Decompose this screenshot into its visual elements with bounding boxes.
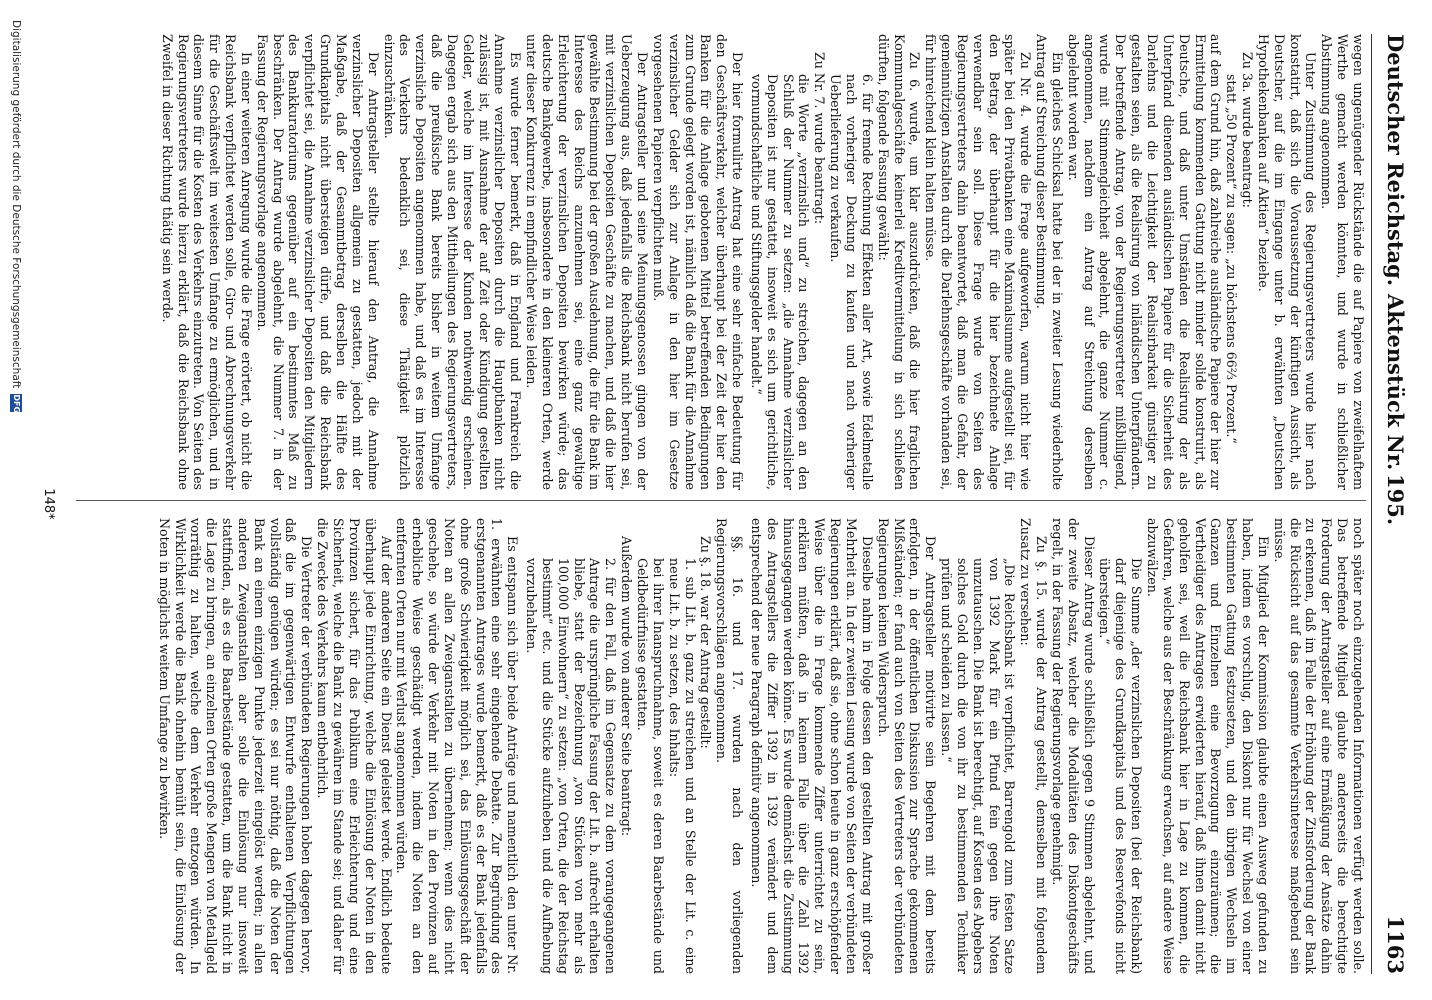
- header-document-label: Aktenstück Nr.: [1383, 294, 1408, 471]
- right-paragraph: Die Vertreter der verbündeten Regierungen hoben dagegen hervor, daß die im gegenwärtigen Entwurfe enthaltenen Verpflichtungen vollständig genügen würden; es sei nur nöthig, daß die Noten der Bank an einem einzigen Punkte jederzeit eingelöst werden; in allen anderen Zweiganstalten aber solle die Einlösung nur insoweit stattfinden, als es die Baarbestände gestatten, um die Bank nicht in die Lage zu bringen, an einzelnen Orten große Mengen von Metallgeld vorräthig zu halten, welche dem Verkehr entzogen würden. In Wirklichkeit werde die Bank ohnehin bemüht sein, die Einlösung der Noten in möglichst weitem Umfange zu bewirken.: [156, 518, 315, 974]
- right-paragraph: Zu §. 15. wurde der Antrag gestellt, demselben mit folgendem Zusatz zu versehen:: [1018, 518, 1050, 974]
- digitization-credit: [8, 20, 24, 960]
- left-paragraph: Zu 6. wurde, um klar auszudrücken, daß die hier fraglichen Kommunalgeschäfte keinerlei Kreditvermittelung in sich schließen dürften, folgende Fassung gewählt:: [875, 34, 923, 490]
- left-paragraph: Zu Nr. 4. wurde die Frage aufgeworfen, warum nicht hier wie später bei den Privatbanken eine Maximalsumme aufgestellt sei, für den Betrag, der überhaupt für die hier bezeichnete Anlage verwendbar sein soll. Diese Frage wurde von Seiten des Regierungsvertreters dahin beantwortet, daß man die Gefahr, der gemeinnützigen Anstalten durch die Darlehnsgeschäfte vorhanden sei, für hinreichend klein halten müsse.: [923, 34, 1034, 490]
- left-paragraph: Der hier formulirte Antrag hat eine sehr einfache Bedeutung für den Geschäftsverkehr, welcher überhaupt bei der Zeit der hier den Banken für die Anlage gebotenen Mittel betreffenden Bedingungen zum Grunde gelegt worden ist, nämlich daß die Bank für die Annahme verzinslicher Gelder sich zur Anlage in den hier im Gesetze vorgesehenen Papieren verpflichten muß.: [650, 34, 746, 490]
- right-paragraph: Es entspann sich über beide Anträge und namentlich den unter Nr. 1. erwähnten eine sehr eingehende Debatte. Zur Begründung des erstgenannten Antrages wurde bemerkt, daß es der Bank jedenfalls ohne große Schwierigkeit möglich sei, das Einlösungsgeschäft der Noten an allen Zweiganstalten zu übernehmen; wenn dies nicht geschehe, so würde der Verkehr mit Noten in den Provinzen auf erhebliche Weise geschädigt werden, indem die Noten an den entfernten Orten nur mit Verlust angenommen würden.: [394, 518, 521, 974]
- left-paragraph: Zu 3a. wurde beantragt:: [1240, 52, 1256, 208]
- page-number: 1163: [1383, 915, 1408, 974]
- right-paragraph: §§. 16. und 17. wurden nach den vorliegenden Regierungsvorschlägen angenommen.: [714, 518, 746, 974]
- dfg-logo-icon: DFG: [12, 394, 21, 414]
- left-paragraph: Unter Zustimmung des Regierungsvertreters wurde hier nach konstatirt, daß sich die Voraussetzung der künftigen Aussicht, als Deutscher, auf die im Eingange unter b. erwähnten „Deutschen Hypothekenbanken auf Aktien“ beziehe.: [1255, 34, 1319, 490]
- right-paragraph: Außerdem wurde von anderer Seite beantragt:: [619, 536, 635, 837]
- right-paragraph: Auf der anderen Seite ein Dienst geleistet werde. Endlich bedeute überhaupt jede Einrichtung, welche die Einlösung der Noten in den Provinzen sichert, für das Publikum eine Erleichterung und eine Sicherheit, welche die Bank zu gewähren im Stande sei; und daher für die Zwecke des Verkehrs kaum entbehrlich.: [315, 518, 394, 974]
- left-paragraph: Es wurde ferner bemerkt, daß in England und Frankreich die Annahme verzinslicher Depositen durch die Hauptbanken nicht zulässig ist, mit Ausnahme der auf Zeit oder Kündigung gestellten Gelder, welche im Interesse der Kunden nothwendig erscheinen. Dagegen ergab sich aus den Mittheilungen des Regierungsvertreters, daß die preußische Bank bereits bisher in weitem Umfange verzinsliche Depositen angenommen habe, und daß es im Interesse des Verkehrs bedenklich sei, diese Thätigkeit plötzlich einzuschränken.: [381, 34, 524, 490]
- column-divider: [76, 500, 1366, 501]
- right-quoted-amendment: 2. für den Fall, daß im Gegensatze zu dem vorangegangenen Antrage die ursprüngliche Fassung der Lit. b. aufrecht erhalten bliebe, statt der Bezeichnung „von Stücken von mehr als 100,000 Einwohnern“ zu setzen: „von Orten, die der Reichstag bestimmt“ etc. und die Stücke aufzuheben und die Aufhebung vorzubehalten.: [524, 558, 619, 974]
- right-quoted-amendment: Die Summe „der verzinslichen Depositen (bei der Reichsbank) darf diejenige des Grundkapitals und des Reservefonds nicht übersteigen.“: [1097, 558, 1145, 974]
- right-paragraph: Dieselbe nahm in Folge dessen den gestellten Antrag mit großer Mehrheit an. In der zweiten Lesung wurde von Seiten der verbündeten Regierungen erklärt, daß sie, ohne schon heute in ganz erschöpfender Weise über die in Frage kommende Ziffer unterrichtet zu sein, erklären müßten, daß in keinem Falle über die Zahl 1392 hinausgegangen werden könne. Es wurde demnächst die Zustimmung des Antragstellers die Ziffer 1392 in 1392 verändert und dem entsprechend der neue Paragraph definitiv angenommen.: [748, 518, 875, 974]
- left-column: [76, 34, 1366, 490]
- left-paragraph: Zu Nr. 7. wurde beantragt:: [812, 52, 828, 225]
- right-quoted-amendment: bei ihrer Inanspruchnahme, soweit es deren Baarbestände und Geldbedürfnisse gestatten.: [635, 558, 666, 974]
- left-paragraph: wegen ungenügender Rückstände die auf Papiere von zweifelhaftem Werthe gemacht werden könnten, und wurde in schließlicher Abstimmung angenommen.: [1319, 34, 1366, 490]
- header-rule: [1371, 34, 1372, 974]
- left-paragraph: Der Antragsteller und seine Meinungsgenossen gingen von der Ueberzeugung aus, daß jedenfalls die Reichsbank nicht berufen sei, mit verzinslichen Depositen Geschäfte zu machen, und daß die hier gewählte Bestimmung bei der großen Ausdehnung, die für die Bank im Interesse des Reichs anzunehmen sei, eine ganz gewaltige Erleichterung der verzinslichen Depositen bewirken würde; das deutsche Bankgewerbe, insbesondere in den kleineren Orten, werde unter dieser Konkurrenz in empfindlicher Weise leiden.: [524, 34, 651, 490]
- signature-mark: 148*: [41, 488, 56, 520]
- right-paragraph: Der Antragsteller motivirte sein Begehren mit dem bereits erfolgten, in der öffentlichen Diskussion zur Sprache gekommenen Mißständen; er fand auch von Seiten des Vertreters der verbündeten Regierungen keinen Widerspruch.: [875, 518, 939, 974]
- left-paragraph: Der Antragsteller stellte hierauf den Antrag, die Annahme verzinslicher Depositen allgemein zu gestatten, jedoch mit der Maßgabe, daß der Gesammtbetrag derselben die Hälfte des Grundkapitals nicht übersteigen dürfe, und daß die Reichsbank verpflichtet sei, die Annahme verzinslicher Depositen den Mitgliedern des Bankkuratoriums gegenüber auf ein bestimmtes Maß zu beschränken. Der Antrag wurde abgelehnt, die Nummer 7. in der Fassung der Regierungsvorlage angenommen.: [254, 34, 381, 490]
- header-document-number: 195.: [1383, 474, 1408, 526]
- right-paragraph: noch später noch einzugehenden Informationen verfügt werden solle. Das betreffende Mitglied glaubte andererseits die berechtigte Forderung der Antragsteller auf eine Ermäßigung der Ansätze dahin zu erkennen, daß im Falle der Erhöhung der Zinsforderung der Bank die Rücksicht auf das gesammte Verkehrsinteresse maßgebend sein müsse.: [1271, 518, 1366, 974]
- left-quoted-amendment: die Worte „verzinslich und“ zu streichen, dagegen an den Schluß der Nummer zu setzen: „die Annahme verzinslicher Depositen ist nur gestattet, insoweit es sich um gerichtliche, vormundschaftliche und Stiftungsgelder handelt.“: [748, 74, 812, 490]
- digitization-note: Digitalisierung gefördert durch die Deutsche Forschungsgemeinschaft: [10, 20, 22, 389]
- right-quoted-amendment: „Die Reichsbank ist verpflichtet, Barrengold zum festen Satze von 1392 Mark für ein Pfund fein gegen ihre Noten umzutauschen. Die Bank ist berechtigt, auf Kosten des Abgebers solches Gold durch die von ihr zu bestimmenden Techniker prüfen und scheiden zu lassen.“: [939, 558, 1018, 974]
- left-quoted-amendment: statt „50 Prozent“ zu sagen: „zu höchstens 66⅔ Prozent.“: [1224, 74, 1240, 444]
- right-column: [76, 518, 1366, 974]
- left-paragraph: auf dem Grund hin, daß zahlreiche ausländische Papiere der hier zur Ermittelung kommenden Gattung nicht minder solide konstruirt, als Deutsche, und daß unter Umständen die Realisirung der als Unterpfand dienenden ausländischen Papiere für die Sicherheit des Darlehns und die Leichtigkeit der Realisirbarkeit günstiger zu gestalten seien, als die Realisirung von inländischen Unterpfändern. Der betreffende Antrag, von der Regierungsvertreter mißbilligend, wurde mit Stimmengleichheit abgelehnt, die ganze Nummer c. angenommen, nachdem ein Antrag auf Streichung derselben abgelehnt worden war.: [1065, 34, 1224, 490]
- right-paragraph: Ein Mitglied der Kommission glaubte einen Ausweg gefunden zu haben, indem es vorschlug, den Diskont nur für Wechsel von einer bestimmten Gattung festzusetzen, und den übrigen Wechseln im Ganzen und Einzelnen eine Bevorzugung einzuräumen; die Vertheidiger des Antrages erwiderten hierauf, daß ihnen damit nicht geholfen sei, weil die Reichsbank hier in Lage zu kommen, die Gefahren, welche aus der Beschränkung erwachsen, auf andere Weise abzuwälzen.: [1145, 518, 1271, 974]
- header-title: Deutscher Reichstag.: [1383, 34, 1408, 287]
- right-paragraph: Zu §. 18. war der Antrag gestellt:: [698, 536, 714, 749]
- left-quoted-amendment: 6. für fremde Rechnung Effekten aller Art, sowie Edelmetalle nach vorheriger Deckung zu kaufen und nach vorheriger Ueberlieferung zu verkaufen.: [828, 74, 875, 490]
- right-quoted-amendment: 1. sub Lit. b. ganz zu streichen und an Stelle der Lit. c. eine neue Lit. b. zu setzen, des Inhalts:: [666, 558, 698, 974]
- right-paragraph: Dieser Antrag wurde schließlich gegen 9 Stimmen abgelehnt, und der zweite Absatz, welcher die Modalitäten des Diskontgeschäfts regelt, in der Fassung der Regierungsvorlage genehmigt.: [1049, 518, 1097, 974]
- left-paragraph: In einer weiteren Anregung wurde die Frage erörtert, ob nicht die Reichsbank verpflichtet werden solle, Giro- und Abrechnungsverkehr für die Geschäftswelt im weitesten Umfange zu ermöglichen, und in diesem Sinne für die Kosten des Verkehrs einzutreten. Von Seiten des Regierungsvertreters wurde hierzu erklärt, daß die Reichsbank ohne Zweifel in dieser Richtung thätig sein werde.: [159, 34, 254, 490]
- left-paragraph: Ein gleiches Schicksal hatte bei der in zweiter Lesung wiederholte Antrag auf Streichung dieser Bestimmung.: [1034, 34, 1065, 490]
- page-header: [1378, 34, 1412, 974]
